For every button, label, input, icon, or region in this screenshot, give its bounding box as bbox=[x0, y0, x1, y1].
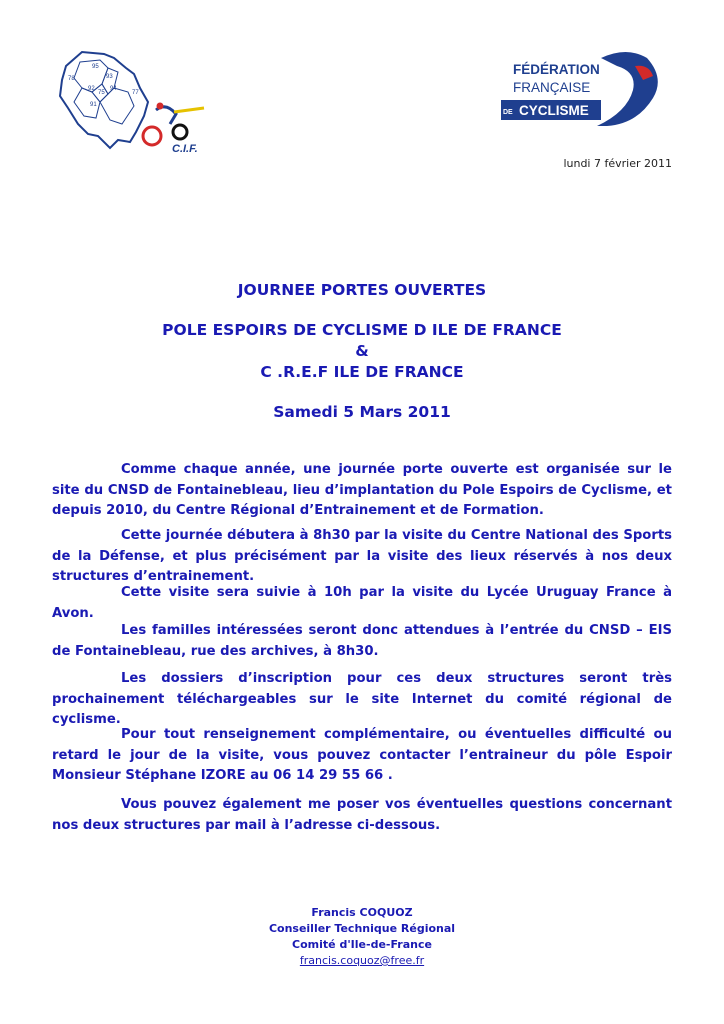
paragraph-questions: Vous pouvez également me poser vos éventuelles questions concernant nos deux structures par mail à l’adresse ci-dessous. bbox=[52, 797, 672, 833]
signature-name: Francis COQUOZ bbox=[311, 906, 413, 919]
svg-text:FÉDÉRATION: FÉDÉRATION bbox=[513, 62, 600, 77]
cif-logo bbox=[52, 44, 212, 159]
ile-de-france-map-icon bbox=[60, 52, 148, 148]
svg-text:FRANÇAISE: FRANÇAISE bbox=[513, 80, 591, 95]
svg-text:91: 91 bbox=[90, 102, 97, 108]
document-date: lundi 7 février 2011 bbox=[563, 157, 672, 170]
signature-email-link[interactable]: francis.coquoz@free.fr bbox=[299, 954, 425, 967]
ampersand: & bbox=[355, 342, 369, 360]
svg-text:75: 75 bbox=[98, 90, 105, 96]
signature-org: Comité d'Ile-de-France bbox=[292, 938, 432, 951]
paragraph-intro: Comme chaque année, une journée porte ouverte est organisée sur le site du CNSD de Fontainebleau, lieu d’implantation du Pole Espoirs de Cyclisme, et depuis 2010, du Centre Régional d’Entrainement et de Formation. bbox=[52, 462, 672, 518]
svg-text:77: 77 bbox=[132, 90, 139, 96]
signature-email-row bbox=[0, 953, 724, 968]
paragraph-schedule: Cette journée débutera à 8h30 par la visite du Centre National des Sports de la Défense, et plus précisément par la visite des lieux réservés à nos deux structures d’entrainement. bbox=[52, 528, 672, 584]
pole-title: POLE ESPOIRS DE CYCLISME D ILE DE FRANCE bbox=[162, 321, 562, 339]
cref-title: C .R.E.F ILE DE FRANCE bbox=[260, 363, 464, 381]
cyclist-icon bbox=[143, 103, 204, 146]
paragraph-families: Les familles intéressées seront donc attendues à l’entrée du CNSD – EIS de Fontainebleau, rue des archives, à 8h30. bbox=[52, 623, 672, 659]
cif-logo-text: C.I.F. bbox=[172, 143, 198, 155]
paragraph-contact: Pour tout renseignement complémentaire, ou éventuelles difficulté ou retard le jour de la visite, vous pouvez contacter l’entraineur du pôle Espoir Monsieur Stéphane IZORE au 06 14 29 55 66 . bbox=[52, 727, 672, 783]
svg-text:94: 94 bbox=[110, 86, 117, 92]
svg-text:CYCLISME: CYCLISME bbox=[519, 103, 589, 118]
svg-text:93: 93 bbox=[106, 74, 113, 80]
event-title: JOURNEE PORTES OUVERTES bbox=[237, 281, 487, 299]
svg-text:95: 95 bbox=[92, 64, 99, 70]
ffc-logo bbox=[497, 48, 670, 130]
signature-role: Conseiller Technique Régional bbox=[268, 922, 456, 935]
svg-text:92: 92 bbox=[88, 86, 95, 92]
paragraph-lycee-visit: Cette visite sera suivie à 10h par la visite du Lycée Uruguay France à Avon. bbox=[52, 585, 672, 621]
svg-text:78: 78 bbox=[68, 76, 75, 82]
svg-text:DE: DE bbox=[503, 109, 513, 116]
paragraph-registration: Les dossiers d’inscription pour ces deux structures seront très prochainement téléchargeables sur le site Internet du comité régional de cyclisme. bbox=[52, 671, 672, 727]
event-date-title: Samedi 5 Mars 2011 bbox=[273, 403, 451, 421]
